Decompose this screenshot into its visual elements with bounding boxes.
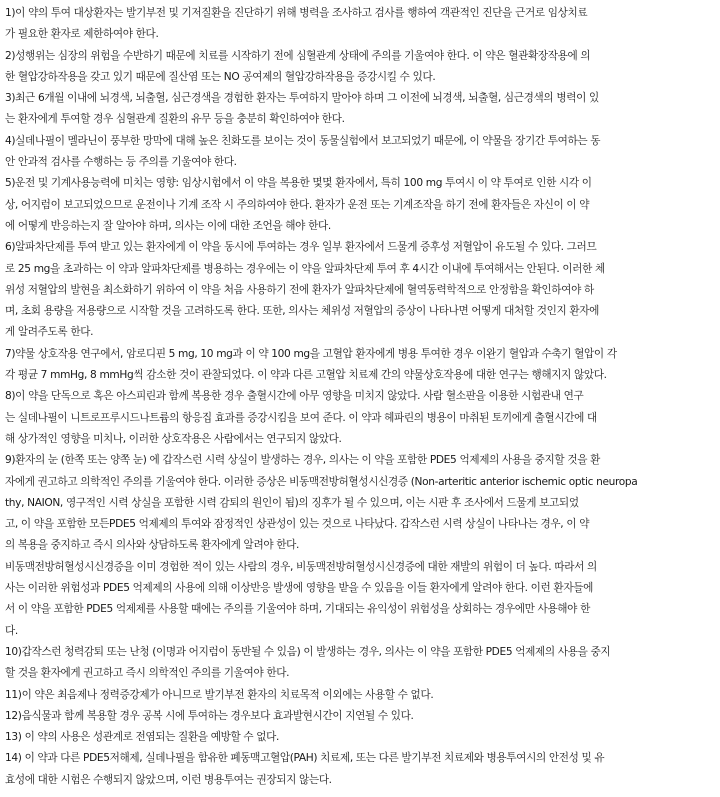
text-line: 다. xyxy=(5,624,18,637)
text-line: 상, 어지럼이 보고되었으므로 운전이나 기계 조작 시 주의하여야 한다. 환자가 운전 또는 기계조작을 하기 전에 환자들은 자신이 이 약 xyxy=(5,198,590,211)
text-line: 할 것을 환자에게 권고하고 즉시 의학적인 주의를 기울여야 한다. xyxy=(5,667,290,680)
text-line: 1)이 약의 투여 대상환자는 발기부전 및 기저질환을 진단하기 위해 병력을 조사하고 검사를 행하여 객관적인 진단을 근거로 임상치료 xyxy=(5,7,588,19)
text-line: 효성에 대한 시험은 수행되지 않았으며, 이런 병용투여는 권장되지 않는다. xyxy=(5,773,332,786)
text-line: 10)갑작스런 청력감퇴 또는 난청 (이명과 어지럼이 동반될 수 있음) 이 발생하는 경우, 의사는 이 약을 포함한 PDE5 억제제의 사용을 중지 xyxy=(5,645,611,658)
text-line: 14) 이 약과 다른 PDE5저해제, 실데나필을 함유한 폐동맥고혈압(PAH) 치료제, 또는 다른 발기부전 치료제와 병용투여시의 안전성 및 유 xyxy=(5,752,605,765)
text-line: 8)이 약을 단독으로 혹은 아스피린과 함께 복용한 경우 출혈시간에 아무 영향을 미치지 않았다. 사람 혈소판을 이용한 시험관내 연구 xyxy=(5,390,584,403)
text-line: 사는 이러한 위험성과 PDE5 억제제의 사용에 의해 이상반응 발생에 영향을 받을 수 있음을 이들 환자에게 알려야 한다. 이런 환자들에 xyxy=(5,582,593,595)
text-line: 며, 초회 용량을 저용량으로 시작할 것을 고려하도록 한다. 또한, 의사는 체위성 저혈압의 증상이 나타나면 어떻게 대처할 것인지 환자에 xyxy=(5,305,600,318)
text-line: 로 25 mg을 초과하는 이 약과 알파차단제를 병용하는 경우에는 이 약을 알파차단제 투여 후 4시간 이내에 투여해서는 안된다. 이러한 체 xyxy=(5,262,605,275)
text-line: 한 혈압강하작용을 갖고 있기 때문에 질산염 또는 NO 공여제의 혈압강하작용을 증강시킬 수 있다. xyxy=(5,70,436,83)
text-line: 는 실데나필이 니트로프루시드나트륨의 항응집 효과를 증강시킴을 보여 준다. 이 약과 헤파린의 병용이 마취된 토끼에게 출혈시간에 대 xyxy=(5,411,597,424)
text-line: 13) 이 약의 사용은 성관계로 전염되는 질환을 예방할 수 없다. xyxy=(5,731,280,744)
text-line: 4)실데나필이 멜라닌이 풍부한 망막에 대해 높은 친화도를 보이는 것이 동물실험에서 보고되었기 때문에, 이 약물을 장기간 투여하는 동 xyxy=(5,134,601,147)
text-line: 12)음식물과 함께 복용할 경우 공복 시에 투여하는 경우보다 효과발현시간이 지연될 수 있다. xyxy=(5,709,414,722)
text-line: 가 필요한 환자로 제한하여야 한다. xyxy=(5,28,159,41)
text-line: 5)운전 및 기계사용능력에 미치는 영향: 임상시험에서 이 약을 복용한 몇몇 환자에서, 특히 100 mg 투여시 이 약 투여로 인한 시각 이 xyxy=(5,177,592,190)
text-line: 11)이 약은 최음제나 정력증강제가 아니므로 발기부전 환자의 치료목적 이외에는 사용할 수 없다. xyxy=(5,688,434,701)
text-line: 서 이 약을 포함한 PDE5 억제제를 사용할 때에는 주의를 기울여야 하며, 기대되는 유익성이 위험성을 상회하는 경우에만 사용해야 한 xyxy=(5,603,590,616)
text-line: 3)최근 6개월 이내에 뇌경색, 뇌출혈, 심근경색을 경험한 환자는 투여하지 말아야 하며 그 이전에 뇌경색, 뇌출혈, 심근경색의 병력이 있 xyxy=(5,92,599,105)
text-line: 는 환자에게 투여할 경우 심혈관계 질환의 유무 등을 충분히 확인하여야 한다. xyxy=(5,113,345,126)
text-line: 위성 저혈압의 발현을 최소화하기 위하여 이 약을 처음 사용하기 전에 환자가 알파차단제에 혈역동력학적으로 안정함을 확인하여야 하 xyxy=(5,283,594,296)
text-line: 게 알려주도록 한다. xyxy=(5,326,94,339)
text-line: 2)성행위는 심장의 위험을 수반하기 때문에 치료를 시작하기 전에 심혈관계 상태에 주의를 기울여야 한다. 이 약은 혈관확장작용에 의 xyxy=(5,49,591,62)
text-line: 의 복용을 중지하고 즉시 의사와 상담하도록 환자에게 알려야 한다. xyxy=(5,539,300,552)
text-line: 6)알파차단제를 투여 받고 있는 환자에게 이 약을 동시에 투여하는 경우 일부 환자에서 드물게 증후성 저혈압이 유도될 수 있다. 그러므 xyxy=(5,241,597,254)
text-line: 7)약물 상호작용 연구에서, 암로디핀 5 mg, 10 mg과 이 약 100 mg을 고혈압 환자에게 병용 투여한 경우 이완기 혈압과 수축기 혈압이 각 xyxy=(5,347,617,360)
text-line: 각 평균 7 mmHg, 8 mmHg씩 감소한 것이 관찰되었다. 이 약과 다른 고혈압 치료제 간의 약물상호작용에 대한 연구는 행해지지 않았다. xyxy=(5,369,607,382)
text-line: 에 어떻게 반응하는지 잘 알아야 하며, 의사는 이에 대한 조언을 해야 한다. xyxy=(5,219,331,232)
text-line: 자에게 권고하고 의학적인 주의를 기울여야 한다. 이러한 증상은 비동맥전방허혈성시신경증 (Non-arteritic anterior ischemic optic neuropa xyxy=(5,475,638,488)
text-line: 안 안과적 검사를 수행하는 등 주의를 기울여야 한다. xyxy=(5,156,237,169)
text-line: 고, 이 약을 포함한 모든PDE5 억제제의 투여와 잠정적인 상관성이 있는 것으로 나타났다. 갑작스런 시력 상실이 나타나는 경우, 이 약 xyxy=(5,518,590,531)
text-line: 해 상가적인 영향을 미치나, 이러한 상호작용은 사람에서는 연구되지 않았다. xyxy=(5,432,342,445)
text-line: 9)환자의 눈 (한쪽 또는 양쪽 눈) 에 갑작스런 시력 상실이 발생하는 경우, 의사는 이 약을 포함한 PDE5 억제제의 사용을 중지할 것을 환 xyxy=(5,454,600,467)
text-line: 비동맥전방허혈성시신경증을 이미 경험한 적이 있는 사람의 경우, 비동맥전방허혈성시신경증에 대한 재발의 위험이 더 높다. 따라서 의 xyxy=(5,560,597,573)
text-line: thy, NAION, 영구적인 시력 상실을 포함한 시력 감퇴의 원인이 됨)의 징후가 될 수 있으며, 이는 시판 후 조사에서 드물게 보고되었 xyxy=(5,496,579,509)
